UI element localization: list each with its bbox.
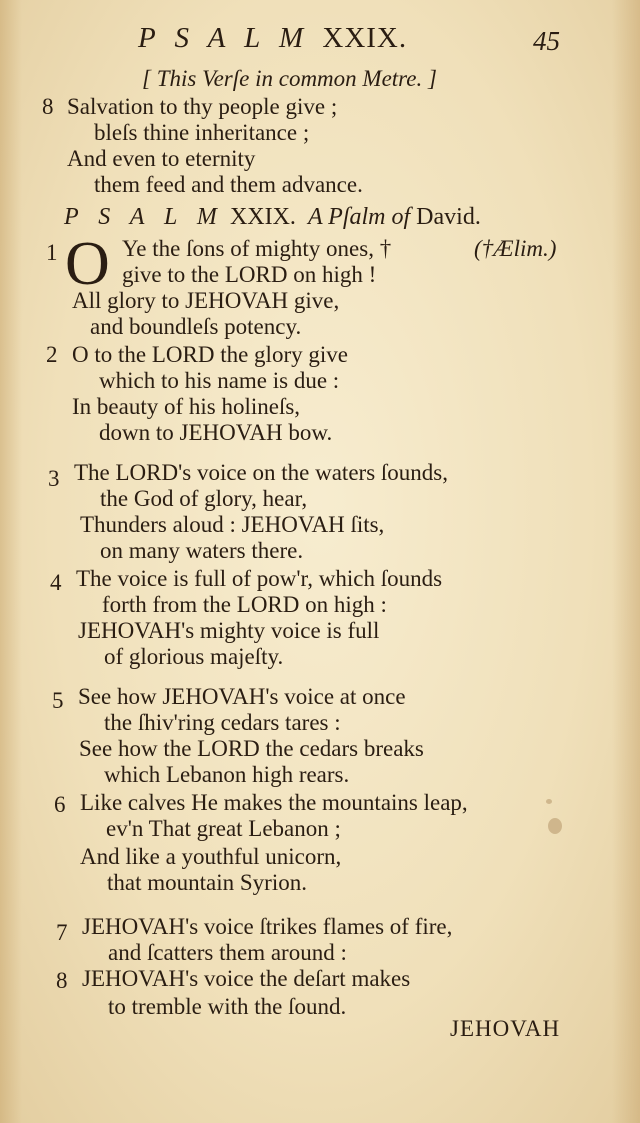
- verse-line: JEHOVAH's voice the deſart makes: [82, 966, 411, 991]
- drop-cap: O: [65, 230, 110, 298]
- verse-line: All glory to JEHOVAH give,: [72, 288, 340, 313]
- verse-line: Ye the ſons of mighty ones, †: [122, 236, 392, 261]
- psalm-author: David.: [416, 204, 481, 230]
- verse-number: 8: [42, 94, 54, 119]
- verse-line: Salvation to thy people give ;: [67, 94, 338, 119]
- psalm-numeral: XXIX.: [229, 204, 296, 230]
- verse-line: forth from the LORD on high :: [102, 592, 387, 617]
- verse-line: O to the LORD the glory give: [72, 342, 348, 367]
- page-edge-right: [612, 0, 640, 1123]
- psalm-title: P S A L M: [64, 204, 224, 230]
- verse-line: In beauty of his holineſs,: [72, 394, 301, 419]
- page-edge-left: [0, 0, 22, 1123]
- verse-line: The voice is full of pow'r, which ſounds: [76, 566, 443, 591]
- verse-number: 4: [50, 570, 62, 595]
- verse-line: ev'n That great Lebanon ;: [106, 816, 341, 841]
- verse-line: which to his name is due :: [99, 368, 340, 393]
- verse-line: Thunders aloud : JEHOVAH ſits,: [80, 512, 385, 537]
- verse-line: that mountain Syrion.: [107, 870, 307, 895]
- verse-line: to tremble with the ſound.: [108, 994, 347, 1019]
- verse-line: on many waters there.: [100, 538, 304, 563]
- verse-line: See how JEHOVAH's voice at once: [78, 684, 406, 709]
- ink-stain: [548, 818, 562, 834]
- verse-line: Like calves He makes the mountains leap,: [80, 790, 468, 815]
- page-number: 45: [533, 26, 560, 56]
- verse-number: 6: [54, 792, 66, 817]
- verse-line: And even to eternity: [67, 146, 256, 171]
- verse-line: the God of glory, hear,: [100, 486, 308, 511]
- running-numeral: XXIX.: [322, 22, 408, 54]
- verse-number: 8: [56, 968, 68, 993]
- psalm-heading: [64, 204, 481, 231]
- verse-line: them feed and them advance.: [94, 172, 363, 197]
- verse-line: down to JEHOVAH bow.: [99, 420, 333, 445]
- verse-number: 2: [46, 342, 58, 367]
- verse-line: of glorious majeſty.: [104, 644, 284, 669]
- verse-line: and boundleſs potency.: [90, 314, 302, 339]
- metre-note: [ This Verſe in common Metre. ]: [142, 66, 437, 91]
- verse-line: the ſhiv'ring cedars tares :: [104, 710, 341, 735]
- verse-line: JEHOVAH's voice ſtrikes flames of fire,: [82, 914, 453, 939]
- catchword: JEHOVAH: [450, 1016, 561, 1041]
- verse-line: And like a youthful unicorn,: [80, 844, 342, 869]
- verse-line: give to the LORD on high !: [122, 262, 377, 287]
- running-title: P S A L M: [138, 22, 310, 54]
- ink-speck: [546, 799, 552, 804]
- verse-line: which Lebanon high rears.: [104, 762, 350, 787]
- margin-note: (†Ælim.): [474, 236, 557, 261]
- psalm-subtitle: A Pſalm of: [307, 204, 411, 230]
- verse-number: 7: [56, 920, 68, 945]
- verse-line: JEHOVAH's mighty voice is full: [78, 618, 380, 643]
- verse-line: bleſs thine inheritance ;: [94, 120, 310, 145]
- verse-line: and ſcatters them around :: [108, 940, 347, 965]
- verse-number: 5: [52, 688, 64, 713]
- running-head: [138, 22, 407, 55]
- verse-number: 1: [46, 240, 58, 265]
- verse-line: See how the LORD the cedars breaks: [79, 736, 424, 761]
- verse-number: 3: [48, 466, 60, 491]
- verse-line: The LORD's voice on the waters ſounds,: [74, 460, 448, 485]
